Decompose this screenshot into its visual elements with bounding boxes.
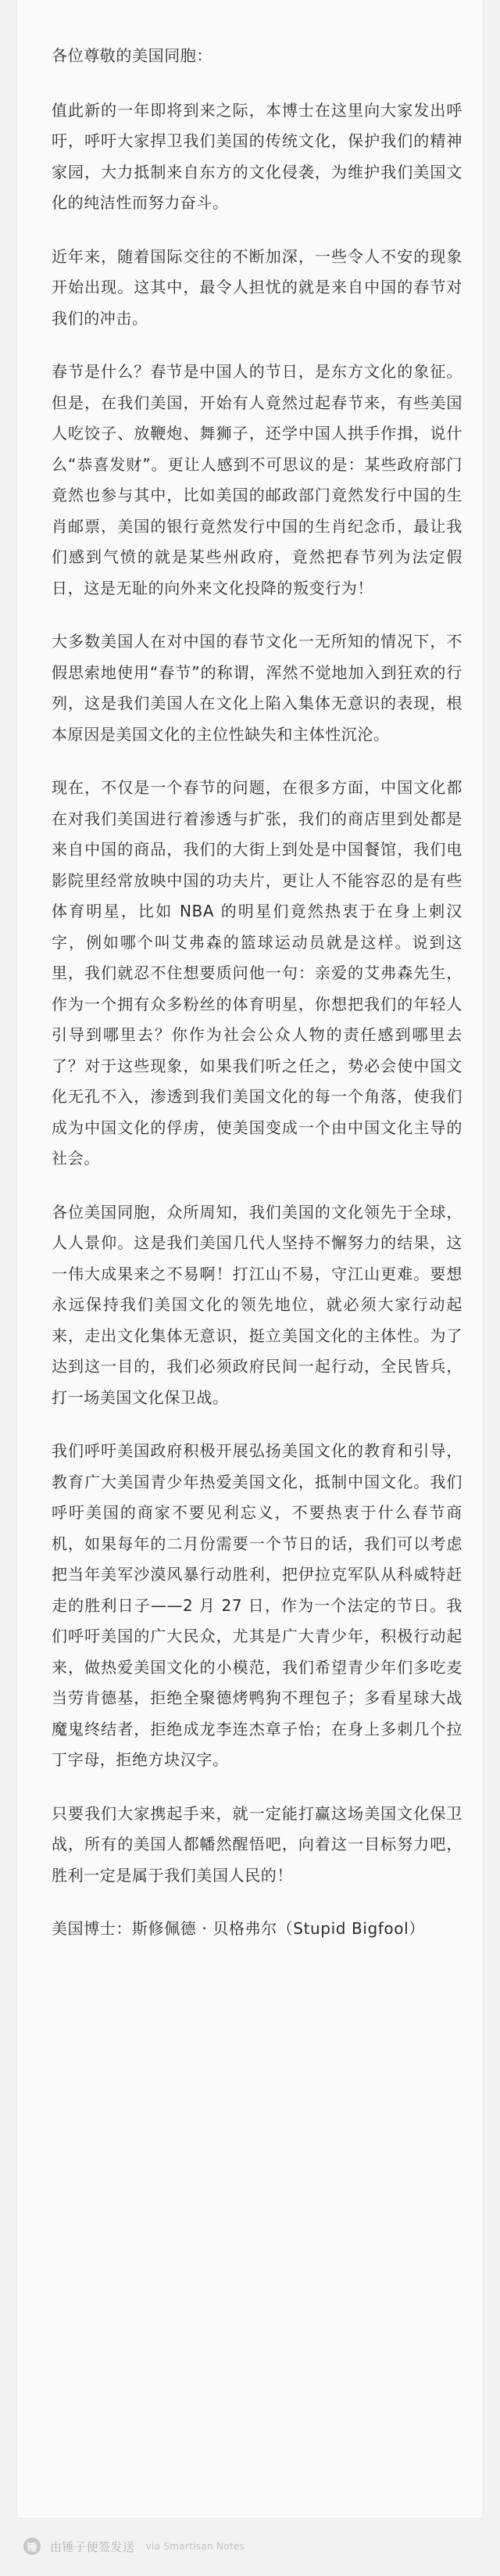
paragraph-2: 近年来，随着国际交往的不断加深，一些令人不安的现象开始出现。这其中，最令人担忧的就是来自中国的春节对我们的冲击。 xyxy=(52,246,462,328)
paragraph-4: 大多数美国人在对中国的春节文化一无所知的情况下，不假思索地使用“春节”的称谓，浑然不觉地加入到狂欢的行列，这是我们美国人在文化上陷入集体无意识的表现，根本原因是美国文化的主位性缺失和主体性沉沦。 xyxy=(52,632,462,744)
footer-via: via Smartisan Notes xyxy=(145,2541,245,2552)
paragraph-3: 春节是什么？春节是中国人的节日，是东方文化的象征。但是，在我们美国，开始有人竟然过起春节来，有些美国人吃饺子、放鞭炮、舞狮子，还学中国人拱手作揖，说什么“恭喜发财”。更让人感到不可思议的是：某些政府部门竟然也参与其中，比如美国的邮政部门竟然发行中国的生肖邮票，美国的银行竟然发行中国的生肖纪念币，最让我们感到气愤的就是某些州政府，竟然把春节列为法定假日，这是无耻的向外来文化投降的叛变行为！ xyxy=(52,362,462,597)
signature: 美国博士：斯修佩德 · 贝格弗尔（Stupid Bigfool） xyxy=(52,1919,425,1938)
paragraph-6: 各位美国同胞，众所周知，我们美国的文化领先于全球，人人景仰。这是我们美国几代人坚持不懈努力的结果，这一伟大成果来之不易啊！打江山不易，守江山更难。要想永远保持我们美国文化的领先地位，就必须大家行动起来，走出文化集体无意识，挺立美国文化的主体性。为了达到这一目的，我们必须政府民间一起行动，全民皆兵，打一场美国文化保卫战。 xyxy=(52,1202,462,1407)
footer-app-name: 由锤子便签发送 xyxy=(50,2539,135,2554)
note-card xyxy=(17,0,483,2518)
footer xyxy=(23,2531,245,2562)
greeting: 各位尊敬的美国同胞： xyxy=(52,46,212,65)
note-app-icon: 锤 xyxy=(23,2538,41,2555)
paragraph-7: 我们呼吁美国政府积极开展弘扬美国文化的教育和引导，教育广大美国青少年热爱美国文化，抵制中国文化。我们呼吁美国的商家不要见利忘义，不要热衷于什么春节商机，如果每年的二月份需要一个节日的话，我们可以考虑把当年美军沙漠风暴行动胜利，把伊拉克军队从科威特赶走的胜利日子——2 月 27 日，作为一个法定的节日。我们呼吁美国的广大民众，尤其是广大青少年，积极行动起来，做热爱美国文化的小模范，我们希望青少年们多吃麦当劳肯德基，拒绝全聚德烤鸭狗不理包子；多看星球大战魔鬼终结者，拒绝成龙李连杰章子怡；在身上多刺几个拉丁字母，拒绝方块汉字。 xyxy=(52,1441,462,1769)
paragraph-5: 现在，不仅是一个春节的问题，在很多方面，中国文化都在对我们美国进行着渗透与扩张，我们的商店里到处都是来自中国的商品，我们的大街上到处是中国餐馆，我们电影院里经常放映中国的功夫片，更让人不能容忍的是有些体育明星，比如 NBA 的明星们竟然热衷于在身上刺汉字，例如哪个叫艾弗森的篮球运动员就是这样。说到这里，我们就忍不住想要质问他一句：亲爱的艾弗森先生，作为一个拥有众多粉丝的体育明星，你想把我们的年轻人引导到哪里去？你作为社会公众人物的责任感到哪里去了？对于这些现象，如果我们听之任之，势必会使中国文化无孔不入，渗透到我们美国文化的每一个角落，使我们成为中国文化的俘虏，使美国变成一个由中国文化主导的社会。 xyxy=(52,778,462,1168)
paragraph-1: 值此新的一年即将到来之际，本博士在这里向大家发出呼吁，呼吁大家捍卫我们美国的传统文化，保护我们的精神家园，大力抵制来自东方的文化侵袭，为维护我们美国文化的纯洁性而努力奋斗。 xyxy=(52,100,462,212)
paragraph-8: 只要我们大家携起手来，就一定能打赢这场美国文化保卫战，所有的美国人都幡然醒悟吧，向着这一目标努力吧，胜利一定是属于我们美国人民的！ xyxy=(52,1803,462,1885)
